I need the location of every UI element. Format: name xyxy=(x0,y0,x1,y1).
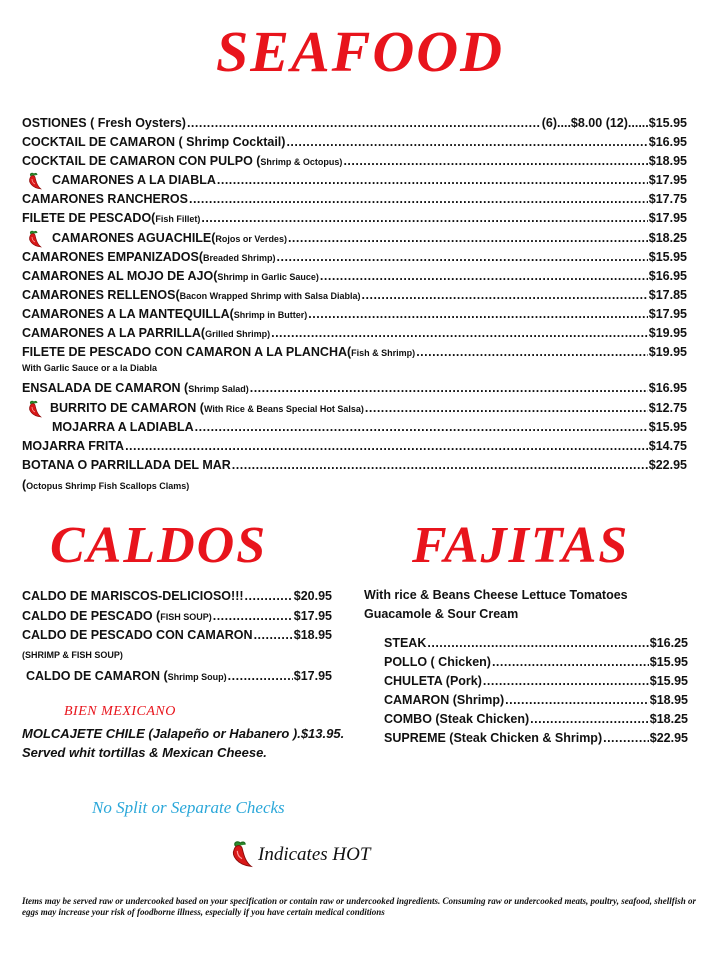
menu-item xyxy=(22,609,332,623)
indicates-hot-legend: Indicates HOT xyxy=(258,844,371,865)
item-name: CALDO DE CAMARON ( xyxy=(26,669,168,683)
item-name: CAMARONES RANCHEROS xyxy=(22,192,188,206)
item-name: BOTANA O PARRILLADA DEL MAR xyxy=(22,458,231,472)
item-price: $15.95 xyxy=(649,655,688,669)
item-name: SUPREME (Steak Chicken & Shrimp) xyxy=(384,731,603,745)
item-price: $15.95 xyxy=(648,250,687,264)
item-price: (6)....$8.00 (12)......$15.95 xyxy=(541,116,687,130)
menu-item xyxy=(384,712,688,726)
menu-item xyxy=(384,655,688,669)
item-name: COMBO (Steak Chicken) xyxy=(384,712,530,726)
item-price: $22.95 xyxy=(648,458,687,472)
item-note: With Rice & Beans Special Hot Salsa) xyxy=(203,404,364,414)
leader-dots xyxy=(603,731,649,745)
leader-dots xyxy=(217,173,648,187)
leader-dots xyxy=(286,135,647,149)
menu-item xyxy=(22,116,687,130)
menu-item xyxy=(52,420,687,434)
leader-dots xyxy=(492,655,649,669)
caldos-title: CALDOS xyxy=(50,517,268,574)
chili-pepper-icon xyxy=(26,172,44,190)
item-price: $12.75 xyxy=(648,401,687,415)
menu-item xyxy=(52,231,687,245)
leader-dots xyxy=(254,628,293,642)
leader-dots xyxy=(232,458,648,472)
leader-dots xyxy=(505,693,649,707)
item-price: $18.25 xyxy=(649,712,688,726)
item-name: CAMARONES A LA PARRILLA( xyxy=(22,326,206,340)
leader-dots xyxy=(228,669,293,683)
item-price: $17.95 xyxy=(293,609,332,623)
item-note: Bacon Wrapped Shrimp with Salsa Diabla) xyxy=(179,291,361,301)
seafood-title: SEAFOOD xyxy=(216,19,504,84)
item-name: BURRITO DE CAMARON ( xyxy=(50,401,204,415)
item-price: $17.95 xyxy=(648,211,687,225)
item-price: $16.95 xyxy=(648,269,687,283)
bien-mexicano-heading: BIEN MEXICANO xyxy=(64,704,176,719)
leader-dots xyxy=(245,589,293,603)
botana-sub-note xyxy=(22,478,189,492)
item-name: CAMARONES RELLENOS( xyxy=(22,288,180,302)
item-price: $15.95 xyxy=(649,674,688,688)
item-note: Shrimp in Butter) xyxy=(233,310,308,320)
leader-dots xyxy=(189,192,648,206)
chili-pepper-icon xyxy=(26,400,44,418)
menu-item xyxy=(22,589,332,603)
chili-pepper-icon xyxy=(26,230,44,248)
item-note: Grilled Shrimp) xyxy=(205,329,271,339)
no-split-notice: No Split or Separate Checks xyxy=(92,798,285,817)
item-name: MOJARRA A LADIABLA xyxy=(52,420,194,434)
item-price: $19.95 xyxy=(648,345,687,359)
item-name: CAMARON (Shrimp) xyxy=(384,693,505,707)
leader-dots xyxy=(125,439,648,453)
caldo-sub-note: (SHRIMP & FISH SOUP) xyxy=(22,650,123,660)
leader-dots xyxy=(277,250,648,264)
item-price: $16.95 xyxy=(648,381,687,395)
item-price: $18.25 xyxy=(648,231,687,245)
menu-item xyxy=(22,288,687,302)
menu-item xyxy=(22,307,687,321)
item-price: $17.85 xyxy=(648,288,687,302)
menu-item xyxy=(22,345,687,359)
menu-item xyxy=(26,669,332,683)
item-price: $19.95 xyxy=(648,326,687,340)
item-price: $17.95 xyxy=(648,307,687,321)
leader-dots xyxy=(288,231,648,245)
item-name: COCKTAIL DE CAMARON CON PULPO ( xyxy=(22,154,261,168)
item-price: $18.95 xyxy=(649,693,688,707)
item-price: $17.75 xyxy=(648,192,687,206)
menu-item xyxy=(384,674,688,688)
menu-item xyxy=(22,628,332,642)
item-price: $14.75 xyxy=(648,439,687,453)
filete-sub-note: With Garlic Sauce or a la Diabla xyxy=(22,363,157,373)
leader-dots xyxy=(201,211,647,225)
menu-item xyxy=(22,135,687,149)
item-price: $18.95 xyxy=(648,154,687,168)
menu-item xyxy=(52,173,687,187)
leader-dots xyxy=(483,674,649,688)
item-note: Shrimp in Garlic Sauce) xyxy=(217,272,319,282)
item-name: FILETE DE PESCADO( xyxy=(22,211,156,225)
item-name: POLLO ( Chicken) xyxy=(384,655,491,669)
botana-sub-open: ( xyxy=(22,478,27,492)
menu-item xyxy=(384,693,688,707)
item-note: Fish Fillet) xyxy=(155,214,201,224)
menu-item xyxy=(22,250,687,264)
item-price: $20.95 xyxy=(293,589,332,603)
item-note: Shrimp & Octopus) xyxy=(260,157,343,167)
item-price: $16.25 xyxy=(649,636,688,650)
molcajete-description xyxy=(22,724,344,762)
item-name: CHULETA (Pork) xyxy=(384,674,482,688)
item-name: CALDO DE PESCADO CON CAMARON xyxy=(22,628,253,642)
item-price: $18.95 xyxy=(293,628,332,642)
fajitas-title: FAJITAS xyxy=(412,517,630,574)
item-name: CAMARONES AGUACHILE( xyxy=(52,231,216,245)
item-name: CAMARONES EMPANIZADOS( xyxy=(22,250,204,264)
item-name: CAMARONES A LA DIABLA xyxy=(52,173,216,187)
menu-item xyxy=(22,381,687,395)
item-note: FISH SOUP) xyxy=(160,612,212,622)
leader-dots xyxy=(362,288,648,302)
leader-dots xyxy=(365,401,648,415)
item-price: $17.95 xyxy=(648,173,687,187)
leader-dots xyxy=(343,154,647,168)
item-name: COCKTAIL DE CAMARON ( Shrimp Cocktail) xyxy=(22,135,286,149)
leader-dots xyxy=(271,326,648,340)
menu-item xyxy=(22,458,687,472)
item-name: CALDO DE MARISCOS-DELICIOSO!!! xyxy=(22,589,244,603)
item-name: CALDO DE PESCADO ( xyxy=(22,609,161,623)
item-name: CAMARONES AL MOJO DE AJO( xyxy=(22,269,218,283)
item-price: $17.95 xyxy=(293,669,332,683)
item-note: Shrimp Salad) xyxy=(188,384,249,394)
leader-dots xyxy=(320,269,648,283)
item-name: OSTIONES ( Fresh Oysters) xyxy=(22,116,186,130)
item-price: $22.95 xyxy=(649,731,688,745)
item-note: Fish & Shrimp) xyxy=(351,348,416,358)
fajitas-intro: With rice & Beans Cheese Lettuce Tomatoes Guacamole & Sour Cream xyxy=(364,588,628,621)
menu-item xyxy=(22,211,687,225)
menu-item xyxy=(22,154,687,168)
molcajete-line-2: Served whit tortillas & Mexican Cheese. xyxy=(22,745,267,760)
item-price: $16.95 xyxy=(648,135,687,149)
menu-item xyxy=(22,192,687,206)
item-note: Rojos or Verdes) xyxy=(215,234,287,244)
item-note: Shrimp Soup) xyxy=(167,672,227,682)
molcajete-line-1: MOLCAJETE CHILE (Jalapeño or Habanero ).$13.95. xyxy=(22,726,345,741)
item-name: ENSALADA DE CAMARON ( xyxy=(22,381,189,395)
item-name: FILETE DE PESCADO CON CAMARON A LA PLANCHA( xyxy=(22,345,352,359)
menu-item xyxy=(384,636,688,650)
menu-item xyxy=(22,269,687,283)
menu-item xyxy=(50,401,687,415)
leader-dots xyxy=(195,420,648,434)
leader-dots xyxy=(187,116,541,130)
menu-item xyxy=(384,731,688,745)
menu-item xyxy=(22,439,687,453)
leader-dots xyxy=(416,345,648,359)
leader-dots xyxy=(427,636,648,650)
leader-dots xyxy=(213,609,293,623)
food-safety-disclaimer: Items may be served raw or undercooked based on your specification or contain raw or undercooked ingredients. Consuming raw or undercooked meats, poultry, seafood, shellfish or eggs may increase your risk of foodborne illness, especially if you have certain medical conditions xyxy=(22,896,696,917)
leader-dots xyxy=(530,712,649,726)
botana-sub-text: Octopus Shrimp Fish Scallops Clams) xyxy=(26,481,190,491)
leader-dots xyxy=(308,307,647,321)
item-name: MOJARRA FRITA xyxy=(22,439,125,453)
leader-dots xyxy=(250,381,648,395)
menu-item xyxy=(22,326,687,340)
chili-pepper-icon xyxy=(228,840,256,868)
item-price: $15.95 xyxy=(648,420,687,434)
item-name: STEAK xyxy=(384,636,427,650)
item-name: CAMARONES A LA MANTEQUILLA( xyxy=(22,307,234,321)
item-note: Breaded Shrimp) xyxy=(203,253,276,263)
